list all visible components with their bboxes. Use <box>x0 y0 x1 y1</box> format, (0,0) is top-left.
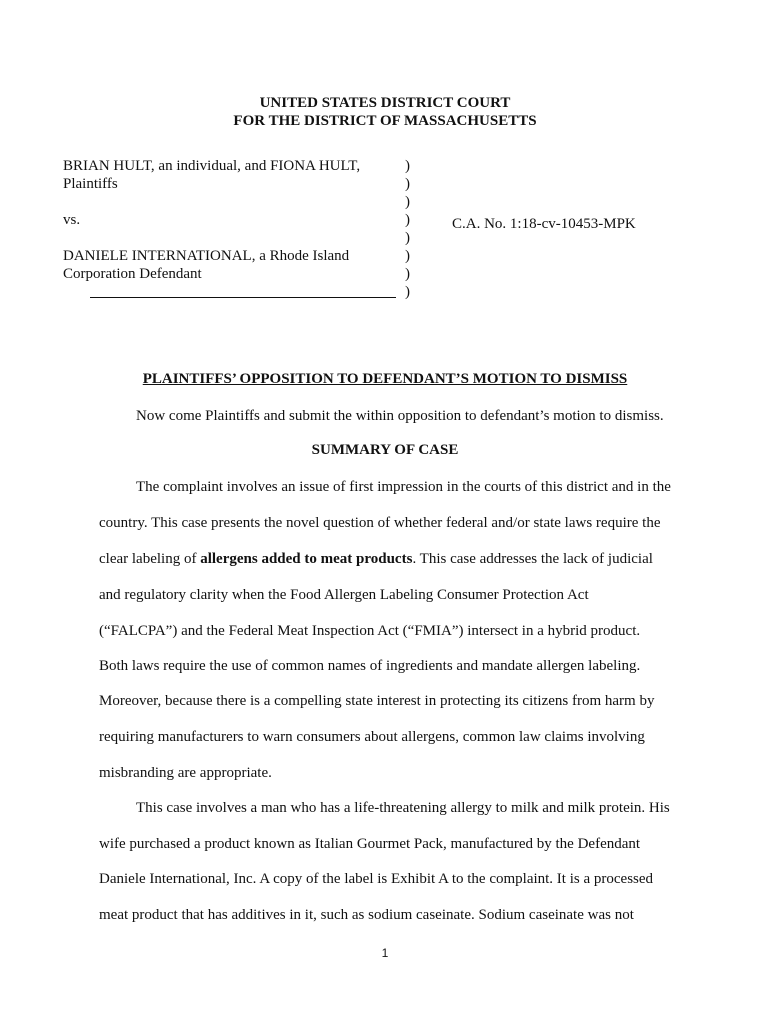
defendant-line-2: Corporation Defendant <box>63 266 202 282</box>
defendant-line-1: DANIELE INTERNATIONAL, a Rhode Island <box>63 248 350 264</box>
body-line: This case involves a man who has a life-threatening allergy to milk and milk protein. His <box>136 800 670 816</box>
body-line: misbranding are appropriate. <box>99 765 272 781</box>
page-number: 1 <box>381 946 389 960</box>
body-line: requiring manufacturers to warn consumers about allergens, common law claims involving <box>99 729 645 745</box>
case-number: C.A. No. 1:18-cv-10453-MPK <box>452 216 636 232</box>
body-line: Both laws require the use of common names of ingredients and mandate allergen labeling. <box>99 658 641 674</box>
body-text-run: . This case addresses the lack of judicial <box>412 551 653 567</box>
court-name: UNITED STATES DISTRICT COURT <box>259 95 511 111</box>
body-line: Moreover, because there is a compelling state interest in protecting its citizens from harm by <box>99 693 655 709</box>
body-line: The complaint involves an issue of first impression in the courts of this district and in the <box>136 479 671 495</box>
caption-paren: ) <box>405 212 410 228</box>
caption-paren: ) <box>405 158 410 174</box>
body-line: Daniele International, Inc. A copy of the label is Exhibit A to the complaint. It is a processed <box>99 871 654 887</box>
court-district: FOR THE DISTRICT OF MASSACHUSETTS <box>233 113 537 129</box>
plaintiff-line-2: Plaintiffs <box>63 176 118 192</box>
summary-heading: SUMMARY OF CASE <box>311 442 459 458</box>
body-line <box>99 550 653 568</box>
motion-title: PLAINTIFFS’ OPPOSITION TO DEFENDANT’S MOTION TO DISMISS <box>142 371 628 387</box>
emphasis-text: allergens added to meat products <box>200 551 413 567</box>
caption-paren: ) <box>405 230 410 246</box>
caption-paren: ) <box>405 194 410 210</box>
caption-rule <box>90 297 396 298</box>
versus: vs. <box>63 212 81 228</box>
caption-paren: ) <box>405 266 410 282</box>
body-line: meat product that has additives in it, such as sodium caseinate. Sodium caseinate was not <box>99 907 634 923</box>
body-line: and regulatory clarity when the Food Allergen Labeling Consumer Protection Act <box>99 587 589 603</box>
body-line: country. This case presents the novel question of whether federal and/or state laws require the <box>99 515 661 531</box>
body-line: wife purchased a product known as Italian Gourmet Pack, manufactured by the Defendant <box>99 836 641 852</box>
body-line: (“FALCPA”) and the Federal Meat Inspection Act (“FMIA”) intersect in a hybrid product. <box>99 623 641 639</box>
intro-paragraph: Now come Plaintiffs and submit the within opposition to defendant’s motion to dismiss. <box>136 408 664 424</box>
body-text-run: clear labeling of <box>99 551 201 567</box>
plaintiff-line-1: BRIAN HULT, an individual, and FIONA HULT, <box>63 158 361 174</box>
caption-paren: ) <box>405 284 410 300</box>
caption-paren: ) <box>405 176 410 192</box>
caption-paren: ) <box>405 248 410 264</box>
